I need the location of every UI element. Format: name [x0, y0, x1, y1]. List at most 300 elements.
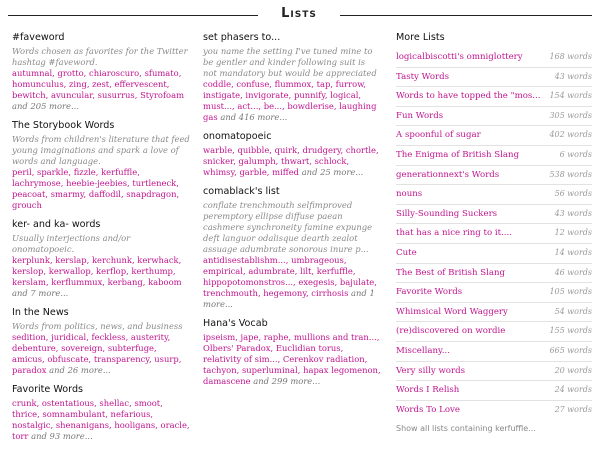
- word-link[interactable]: paradox: [12, 365, 47, 375]
- word-separator: ,: [31, 167, 38, 177]
- word-separator: ,: [50, 420, 56, 430]
- word-separator: ,: [358, 90, 362, 100]
- word-link[interactable]: snapdragon: [126, 189, 177, 199]
- word-link[interactable]: quibble: [237, 145, 270, 155]
- word-separator: ,: [154, 343, 157, 353]
- more-words-link[interactable]: and 416 more...: [220, 112, 288, 122]
- more-lists-row: [396, 264, 592, 284]
- word-separator: ,: [86, 79, 93, 89]
- more-words-link[interactable]: and 93 more...: [31, 431, 93, 441]
- show-all-lists-link[interactable]: Show all lists containing kerfuffle...: [396, 424, 536, 434]
- word-separator: ,: [125, 332, 131, 342]
- word-link[interactable]: effervescent: [114, 79, 167, 89]
- word-separator: ,: [288, 90, 294, 100]
- word-separator: ,: [36, 398, 42, 408]
- word-link[interactable]: zing: [68, 79, 87, 89]
- more-lists-row: [396, 48, 592, 68]
- word-separator: ,: [231, 79, 237, 89]
- list-description: Words chosen as favorites for the Twitter hashtag #faveword.: [12, 46, 188, 67]
- word-link[interactable]: heebie-jeebies: [66, 178, 127, 188]
- list-title-link[interactable]: comablack's list: [203, 186, 280, 197]
- word-separator: ,: [167, 332, 171, 342]
- word-list-card: [12, 307, 192, 376]
- word-link[interactable]: Euclidian torus: [275, 343, 341, 353]
- word-link[interactable]: daffodil: [88, 189, 121, 199]
- more-lists-item-link[interactable]: The Best of British Slang: [396, 267, 506, 278]
- word-link[interactable]: kerchunk: [91, 255, 132, 265]
- more-lists-item-link[interactable]: generationnext's Words: [396, 169, 500, 180]
- more-lists-row: [396, 224, 592, 244]
- more-lists-item-link[interactable]: The Enigma of British Slang: [396, 149, 520, 160]
- word-separator: ,: [109, 420, 115, 430]
- word-list-card: [203, 32, 381, 123]
- word-link[interactable]: tachyon: [203, 365, 237, 375]
- more-lists-item-count: 12 words: [554, 228, 592, 238]
- word-link[interactable]: whimsy: [203, 167, 235, 177]
- word-separator: ,: [102, 343, 108, 353]
- word-link[interactable]: kerfuffle: [316, 266, 353, 276]
- word-separator: ,: [37, 409, 43, 419]
- word-link[interactable]: laughing gas: [203, 101, 377, 122]
- word-separator: ,: [285, 255, 292, 265]
- word-link[interactable]: kerfuffle: [101, 167, 138, 177]
- word-link[interactable]: cirrhosis: [311, 288, 349, 298]
- word-link[interactable]: smoot: [134, 398, 161, 408]
- word-list-card: [12, 219, 192, 299]
- word-link[interactable]: austerity: [130, 332, 168, 342]
- word-link[interactable]: invigorate: [245, 90, 289, 100]
- word-link[interactable]: umbrageous: [291, 255, 344, 265]
- word-link[interactable]: kerflummux: [51, 277, 103, 287]
- word-link[interactable]: snicker: [203, 156, 234, 166]
- list-title-link[interactable]: ker- and ka- words: [12, 219, 101, 230]
- word-link[interactable]: Olbers' Paradox: [203, 343, 271, 353]
- list-words: [203, 255, 381, 310]
- word-separator: ,: [45, 189, 51, 199]
- word-separator: ,: [294, 266, 301, 276]
- word-separator: ,: [269, 79, 275, 89]
- word-separator: ,: [109, 79, 115, 89]
- word-separator: ,: [131, 255, 138, 265]
- word-link[interactable]: warble: [203, 145, 233, 155]
- word-link[interactable]: fizzle: [73, 167, 96, 177]
- word-link[interactable]: punnify: [293, 90, 325, 100]
- word-link[interactable]: exegesis: [298, 277, 335, 287]
- word-list-card: [203, 318, 381, 387]
- list-title-link[interactable]: Favorite Words: [12, 384, 84, 395]
- lists-column-1: [12, 32, 192, 450]
- word-separator: ,: [160, 398, 163, 408]
- word-link[interactable]: somnambulant: [42, 409, 106, 419]
- word-link[interactable]: drudgery: [302, 145, 341, 155]
- more-lists-item-count: 46 words: [554, 267, 592, 277]
- word-link[interactable]: lilt: [300, 266, 312, 276]
- word-link[interactable]: act...: [237, 101, 259, 111]
- word-link[interactable]: shellac: [99, 398, 130, 408]
- word-link[interactable]: thrice: [12, 409, 38, 419]
- more-words-link[interactable]: and 26 more...: [49, 365, 111, 375]
- word-separator: ,: [55, 343, 62, 353]
- word-link[interactable]: superluminal: [241, 365, 298, 375]
- word-separator: ,: [139, 68, 145, 78]
- more-lists-item-link[interactable]: Cute: [396, 247, 417, 258]
- list-words: [12, 68, 192, 112]
- word-link[interactable]: torr: [12, 431, 29, 441]
- more-words-link[interactable]: and 205 more...: [12, 101, 79, 111]
- word-link[interactable]: kaboom: [148, 277, 182, 287]
- word-link[interactable]: debenture: [12, 343, 56, 353]
- word-separator: ,: [60, 178, 67, 188]
- more-lists-item-count: 43 words: [554, 208, 592, 218]
- word-separator: ,: [269, 145, 275, 155]
- list-words: [203, 332, 381, 387]
- word-separator: ,: [363, 79, 367, 89]
- word-link[interactable]: schlock: [314, 156, 347, 166]
- more-words-link[interactable]: and 7 more...: [12, 288, 69, 298]
- word-link[interactable]: peacoat: [12, 189, 46, 199]
- list-words: [12, 398, 192, 442]
- word-separator: ,: [340, 145, 346, 155]
- list-words: [12, 167, 192, 211]
- more-lists-item-link[interactable]: Silly-Sounding Suckers: [396, 208, 498, 219]
- word-separator: ,: [129, 398, 135, 408]
- word-separator: ,: [297, 145, 303, 155]
- list-title-link[interactable]: set phasers to...: [203, 32, 281, 43]
- lists-header: [0, 0, 600, 32]
- more-lists-item-link[interactable]: (re)discovered on wordie: [396, 326, 506, 337]
- more-words-link[interactable]: and 299 more...: [253, 376, 321, 386]
- word-separator: ,: [42, 354, 48, 364]
- word-link[interactable]: thwart: [280, 156, 310, 166]
- word-separator: ,: [166, 79, 170, 89]
- word-separator: ,: [324, 90, 331, 100]
- word-separator: ,: [297, 365, 304, 375]
- word-separator: ,: [63, 79, 69, 89]
- word-link[interactable]: furrow: [335, 79, 364, 89]
- word-link[interactable]: galumph: [238, 156, 276, 166]
- word-separator: ,: [176, 189, 180, 199]
- more-lists-row: [396, 68, 592, 88]
- word-link[interactable]: grotto: [57, 68, 84, 78]
- word-link[interactable]: tap: [316, 79, 331, 89]
- word-separator: ,: [43, 266, 49, 276]
- word-separator: ,: [90, 266, 97, 276]
- word-link[interactable]: kerthump: [131, 266, 173, 276]
- more-lists-item-link[interactable]: A spoonful of sugar: [396, 130, 481, 141]
- word-separator: ,: [242, 266, 249, 276]
- more-lists-item-link[interactable]: Whimsical Word Waggery: [396, 306, 508, 317]
- word-separator: ,: [49, 255, 56, 265]
- word-link[interactable]: peril: [12, 167, 32, 177]
- more-lists-row: [396, 381, 592, 401]
- word-separator: ,: [102, 277, 108, 287]
- list-title-link[interactable]: The Storybook Words: [12, 120, 115, 131]
- word-link[interactable]: sparkle: [37, 167, 69, 177]
- word-link[interactable]: kerslam: [12, 277, 46, 287]
- more-lists-list: [396, 48, 592, 420]
- more-lists-item-link[interactable]: Words To Love: [396, 404, 460, 415]
- more-lists-row: [396, 322, 592, 342]
- word-link[interactable]: Cerenkov radiation: [282, 354, 365, 364]
- more-lists-item-count: 27 words: [554, 404, 592, 414]
- word-separator: ,: [293, 277, 299, 287]
- word-link[interactable]: coddle: [203, 79, 232, 89]
- more-lists-row: [396, 205, 592, 225]
- word-separator: ,: [270, 343, 276, 353]
- more-lists-item-count: 168 words: [549, 52, 592, 61]
- word-separator: ,: [45, 90, 51, 100]
- more-lists-row: [396, 362, 592, 382]
- word-link[interactable]: crunk: [12, 398, 37, 408]
- word-separator: ,: [172, 266, 176, 276]
- more-lists-row: [396, 107, 592, 127]
- word-list-card: [203, 186, 381, 310]
- word-separator: ,: [343, 255, 347, 265]
- word-link[interactable]: subterfuge: [107, 343, 155, 353]
- word-list-card: [203, 131, 381, 178]
- word-separator: ,: [142, 277, 149, 287]
- word-separator: ,: [92, 90, 98, 100]
- word-link[interactable]: garble: [239, 167, 267, 177]
- word-list-card: [12, 32, 192, 112]
- word-separator: ,: [235, 332, 241, 342]
- word-link[interactable]: nefarious: [110, 409, 151, 419]
- word-link[interactable]: lachrymose: [12, 178, 61, 188]
- word-link[interactable]: quirk: [274, 145, 298, 155]
- more-lists-row: [396, 342, 592, 362]
- more-lists-row: [396, 185, 592, 205]
- word-link[interactable]: logical: [330, 90, 359, 100]
- word-link[interactable]: feckless: [91, 332, 126, 342]
- more-lists-item-link[interactable]: Words I Relish: [396, 385, 460, 396]
- word-separator: ,: [86, 332, 92, 342]
- word-separator: ,: [178, 68, 182, 78]
- word-separator: ,: [311, 79, 317, 89]
- word-separator: ,: [277, 354, 283, 364]
- more-lists-item-count: 305 words: [549, 110, 592, 120]
- word-separator: ,: [309, 156, 315, 166]
- word-link[interactable]: chortle: [345, 145, 376, 155]
- more-lists-row: [396, 303, 592, 323]
- list-words: [12, 332, 192, 376]
- word-separator: ,: [330, 79, 336, 89]
- more-lists-item-count: 402 words: [549, 130, 592, 140]
- word-link[interactable]: kerwhack: [137, 255, 179, 265]
- word-link[interactable]: bajulate: [339, 277, 375, 287]
- more-lists-item-link[interactable]: Fun Words: [396, 110, 444, 121]
- word-separator: ,: [95, 167, 102, 177]
- word-separator: ,: [257, 288, 264, 298]
- more-lists-item-link[interactable]: nouns: [396, 189, 423, 200]
- more-lists-row: [396, 87, 592, 107]
- word-separator: ,: [266, 167, 273, 177]
- more-lists-item-link[interactable]: Favorite Words: [396, 287, 463, 298]
- more-lists-item-count: 14 words: [554, 247, 592, 257]
- word-link[interactable]: miffed: [272, 167, 300, 177]
- list-title-link[interactable]: #faveword: [12, 32, 65, 43]
- word-link[interactable]: confuse: [236, 79, 270, 89]
- word-separator: ,: [86, 255, 92, 265]
- word-separator: ,: [83, 68, 89, 78]
- more-lists-item-count: 105 words: [549, 287, 592, 297]
- word-link[interactable]: smarmy: [50, 189, 84, 199]
- word-link[interactable]: zest: [92, 79, 110, 89]
- word-link[interactable]: juridical: [51, 332, 87, 342]
- word-link[interactable]: sedition: [12, 332, 46, 342]
- word-separator: ,: [334, 277, 340, 287]
- more-words-link[interactable]: and 1 more...: [203, 288, 375, 309]
- word-link[interactable]: damascene: [203, 376, 251, 386]
- word-link[interactable]: kerplunk: [12, 255, 50, 265]
- word-separator: ,: [178, 354, 182, 364]
- more-words-link[interactable]: and 25 more...: [301, 167, 364, 177]
- word-link[interactable]: obfuscate: [47, 354, 89, 364]
- word-link[interactable]: empirical: [203, 266, 243, 276]
- word-separator: ,: [155, 420, 161, 430]
- word-separator: ,: [258, 332, 264, 342]
- more-lists-item-count: 154 words: [549, 91, 592, 101]
- word-link[interactable]: hooligans: [114, 420, 156, 430]
- word-link[interactable]: hegemony: [263, 288, 306, 298]
- word-link[interactable]: sfumato: [144, 68, 179, 78]
- more-lists-item-link[interactable]: Words to have topped the "mos...: [396, 91, 541, 102]
- more-lists-item-count: 6 words: [559, 149, 592, 159]
- word-link[interactable]: hapax legomenon: [303, 365, 378, 375]
- word-separator: ,: [134, 90, 141, 100]
- more-lists-panel: [396, 32, 592, 433]
- word-separator: ,: [68, 167, 74, 177]
- more-lists-row: [396, 126, 592, 146]
- word-link[interactable]: jape: [240, 332, 259, 342]
- more-lists-item-link[interactable]: Very silly words: [396, 365, 465, 376]
- word-separator: ,: [333, 101, 340, 111]
- word-link[interactable]: ostentatious: [41, 398, 95, 408]
- word-link[interactable]: avuncular: [50, 90, 93, 100]
- word-link[interactable]: shenanigans: [55, 420, 109, 430]
- word-separator: ,: [346, 156, 350, 166]
- word-list-card: [12, 120, 192, 211]
- word-link[interactable]: relativity of sim...: [203, 354, 278, 364]
- list-title-link[interactable]: onomatopoeic: [203, 131, 272, 142]
- word-separator: ,: [275, 156, 281, 166]
- word-separator: ,: [376, 332, 380, 342]
- word-separator: ,: [105, 409, 111, 419]
- more-lists-item-link[interactable]: logicalbiscotti's omniglottery: [396, 52, 523, 62]
- more-lists-item-link[interactable]: Miscellany...: [396, 345, 450, 356]
- word-separator: ,: [126, 266, 132, 276]
- word-separator: ,: [148, 354, 155, 364]
- word-link[interactable]: autumnal: [12, 68, 53, 78]
- page-title: Lists: [281, 6, 317, 21]
- more-lists-item-count: 54 words: [554, 306, 592, 316]
- word-link[interactable]: instigate: [203, 90, 241, 100]
- word-link[interactable]: grouch: [12, 200, 42, 210]
- word-separator: ,: [137, 167, 140, 177]
- list-words: [203, 145, 381, 178]
- list-title-link[interactable]: In the News: [12, 307, 69, 318]
- word-separator: ,: [282, 101, 288, 111]
- more-lists-row: [396, 146, 592, 166]
- word-separator: ,: [305, 288, 312, 298]
- word-separator: ,: [232, 101, 238, 111]
- more-lists-item-link[interactable]: that has a nice ring to it....: [396, 228, 512, 239]
- word-separator: ,: [88, 354, 94, 364]
- word-separator: ,: [340, 343, 344, 353]
- word-link[interactable]: nostalgic: [12, 420, 51, 430]
- word-link[interactable]: usurp: [154, 354, 179, 364]
- word-link[interactable]: kerflop: [96, 266, 127, 276]
- word-separator: ,: [127, 178, 133, 188]
- more-lists-item-count: 43 words: [554, 71, 592, 81]
- word-separator: ,: [288, 332, 294, 342]
- word-link[interactable]: turtleneck: [132, 178, 177, 188]
- word-separator: ,: [364, 354, 368, 364]
- word-link[interactable]: bewitch: [12, 90, 46, 100]
- header-rule-right: [340, 15, 592, 16]
- more-lists-title: More Lists: [396, 32, 445, 43]
- word-link[interactable]: hippopotomonstros...: [203, 277, 294, 287]
- word-separator: ,: [94, 398, 100, 408]
- word-link[interactable]: must...: [203, 101, 232, 111]
- list-words: [203, 79, 381, 123]
- word-link[interactable]: be...: [263, 101, 283, 111]
- list-description: Words from children's literature that feed young imaginations and spark a love of words and language.: [12, 134, 190, 166]
- list-description: conflate trenchmouth selfimproved peremptory ellipse diffuse paean cashmere synchroneity famine expunge deft languor odalisque dearth zealot assuage adumbrate sonorous inure p...: [203, 200, 373, 254]
- word-link[interactable]: homunculus: [12, 79, 64, 89]
- word-link[interactable]: kerwallop: [48, 266, 91, 276]
- word-link[interactable]: oracle: [160, 420, 187, 430]
- word-separator: ,: [150, 409, 154, 419]
- word-link[interactable]: sovereign: [61, 343, 103, 353]
- word-link[interactable]: raphe: [263, 332, 289, 342]
- more-lists-row: [396, 401, 592, 421]
- word-link[interactable]: trenchmouth: [203, 288, 258, 298]
- word-link[interactable]: Styrofoam: [140, 90, 185, 100]
- word-separator: ,: [45, 332, 52, 342]
- word-link[interactable]: chiaroscuro: [89, 68, 140, 78]
- word-link[interactable]: flummox: [274, 79, 312, 89]
- word-link[interactable]: adumbrate: [248, 266, 295, 276]
- word-link[interactable]: kerbang: [107, 277, 143, 287]
- more-lists-row: [396, 244, 592, 264]
- word-link[interactable]: antidisestablishm...: [203, 255, 286, 265]
- word-link[interactable]: transparency: [93, 354, 149, 364]
- word-separator: ,: [374, 277, 377, 287]
- word-link[interactable]: bowdlerise: [287, 101, 334, 111]
- word-separator: ,: [83, 189, 89, 199]
- word-separator: ,: [234, 167, 240, 177]
- word-link[interactable]: ipseism: [203, 332, 236, 342]
- more-lists-item-count: 24 words: [554, 385, 592, 395]
- word-separator: ,: [186, 420, 190, 430]
- word-link[interactable]: susurrus: [97, 90, 135, 100]
- list-words: [12, 255, 192, 299]
- lists-column-2: [203, 32, 381, 395]
- word-link[interactable]: mullions and tran...: [293, 332, 377, 342]
- word-separator: ,: [376, 145, 379, 155]
- word-separator: ,: [52, 68, 58, 78]
- list-title-link[interactable]: Hana's Vocab: [203, 318, 268, 329]
- word-separator: ,: [352, 266, 356, 276]
- word-link[interactable]: kerslop: [12, 266, 44, 276]
- word-separator: ,: [178, 255, 182, 265]
- word-link[interactable]: amicus: [12, 354, 42, 364]
- word-list-card: [12, 384, 192, 442]
- word-link[interactable]: kerslap: [55, 255, 87, 265]
- list-description: Usually interjections and/or onomatopoeic.: [12, 233, 131, 254]
- more-lists-item-link[interactable]: Tasty Words: [396, 71, 450, 82]
- word-separator: ,: [45, 277, 52, 287]
